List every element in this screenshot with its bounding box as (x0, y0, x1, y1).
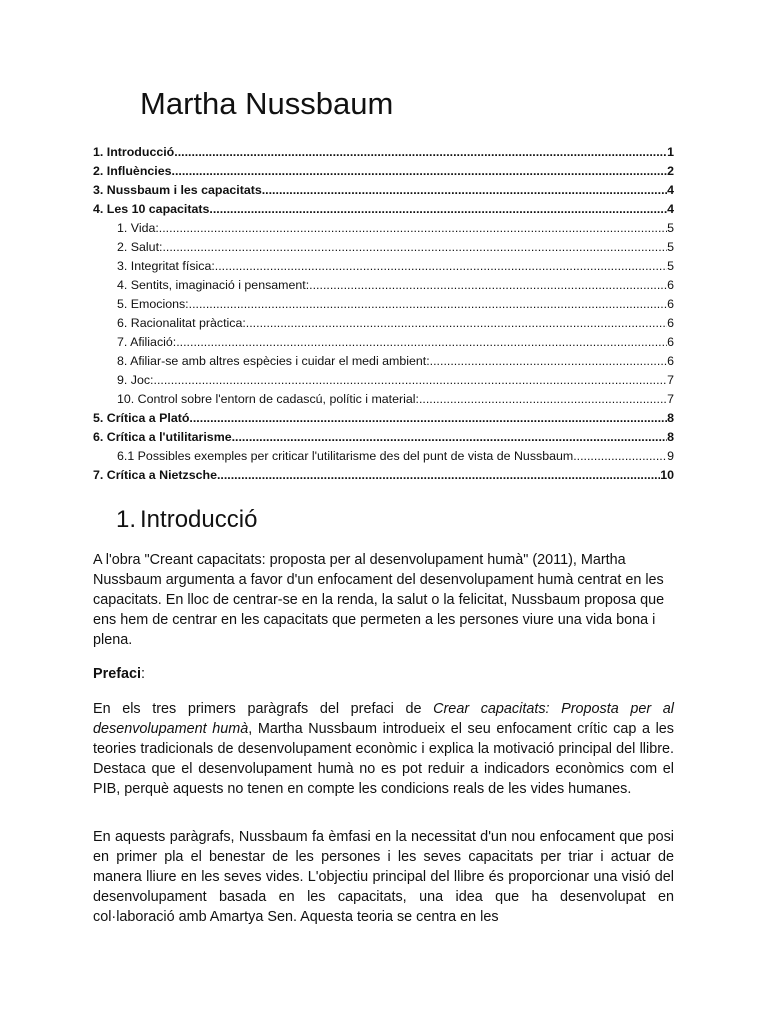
toc-entry-label: 5. Emocions: (117, 297, 189, 311)
toc-entry-label: 4. Les 10 capacitats (93, 202, 210, 216)
toc-entry[interactable] (93, 181, 674, 200)
toc-leader-dots (172, 162, 668, 181)
toc-leader-dots (217, 466, 660, 485)
toc-entry-page: 5 (667, 240, 674, 254)
toc-entry-page: 1 (667, 145, 674, 159)
toc-entry-label: 2. Salut: (117, 240, 163, 254)
document-title: Martha Nussbaum (140, 86, 394, 121)
toc-entry[interactable] (93, 466, 674, 485)
section-heading-text: Introducció (140, 506, 258, 533)
toc-entry-page: 6 (667, 316, 674, 330)
table-of-contents (93, 143, 674, 485)
toc-subentry[interactable] (93, 219, 674, 238)
toc-leader-dots (189, 409, 667, 428)
toc-leader-dots (209, 200, 667, 219)
paragraph-text: , Martha Nussbaum introdueix el seu enfocament crític cap a les teories tradicionals de desenvolupament econòmic i explica la motivació principal del llibre. Destaca que el desenvolupament humà no es pot reduir a indicadors econòmics com el PIB, perquè aquests no tenen en compte les condicions reals de les vides humanes. (93, 721, 674, 797)
section-number: 1. (116, 506, 137, 533)
toc-entry-page: 2 (667, 164, 674, 178)
toc-leader-dots (215, 257, 667, 276)
toc-subentry[interactable] (93, 238, 674, 257)
toc-entry-label: 5. Crítica a Plató (93, 411, 190, 425)
prefaci-colon: : (141, 666, 145, 682)
toc-leader-dots (309, 276, 667, 295)
toc-entry-page: 7 (667, 392, 674, 406)
toc-leader-dots (573, 447, 667, 466)
toc-entry[interactable] (93, 143, 674, 162)
toc-entry[interactable] (93, 200, 674, 219)
toc-leader-dots (162, 238, 667, 257)
toc-entry-label: 8. Afiliar-se amb altres espècies i cuidar el medi ambient: (117, 354, 430, 368)
toc-entry-page: 6 (667, 335, 674, 349)
toc-leader-dots (419, 390, 667, 409)
book-title: Crear capacitats: Proposta per al desenvolupament humà (93, 701, 674, 737)
toc-subentry[interactable] (93, 314, 674, 333)
toc-leader-dots (246, 314, 667, 333)
toc-entry-page: 6 (667, 354, 674, 368)
toc-entry[interactable] (93, 409, 674, 428)
toc-entry-label: 10. Control sobre l'entorn de cadascú, polític i material: (117, 392, 419, 406)
toc-entry-label: 1. Vida: (117, 221, 159, 235)
toc-subentry[interactable] (93, 447, 674, 466)
toc-subentry[interactable] (93, 276, 674, 295)
toc-subentry[interactable] (93, 333, 674, 352)
toc-subentry[interactable] (93, 257, 674, 276)
toc-entry-page: 8 (667, 411, 674, 425)
toc-subentry[interactable] (93, 390, 674, 409)
toc-entry-label: 3. Integritat física: (117, 259, 215, 273)
prefaci-paragraph-1 (93, 699, 674, 799)
toc-entry-page: 8 (667, 430, 674, 444)
toc-entry-label: 9. Joc: (117, 373, 154, 387)
toc-entry-page: 7 (667, 373, 674, 387)
toc-leader-dots (159, 219, 667, 238)
toc-entry-page: 4 (667, 202, 674, 216)
toc-entry-page: 6 (667, 297, 674, 311)
toc-entry-label: 3. Nussbaum i les capacitats (93, 183, 262, 197)
toc-entry-page: 9 (667, 449, 674, 463)
toc-subentry[interactable] (93, 371, 674, 390)
toc-entry-label: 4. Sentits, imaginació i pensament: (117, 278, 310, 292)
section-heading-introduccio (116, 506, 257, 534)
toc-entry-page: 5 (667, 259, 674, 273)
toc-entry-label: 1. Introducció (93, 145, 175, 159)
toc-entry[interactable] (93, 162, 674, 181)
toc-entry-label: 7. Crítica a Nietzsche (93, 468, 217, 482)
toc-subentry[interactable] (93, 295, 674, 314)
intro-paragraph: A l'obra "Creant capacitats: proposta per al desenvolupament humà" (2011), Martha Nussbaum argumenta a favor d'un enfocament del desenvolupament humà centrat en les capacitats. En lloc de centrar-se en la renda, la salut o la felicitat, Nussbaum proposa que ens hem de centrar en les capacitats que permeten a les persones viure una vida bona i plena. (93, 552, 665, 648)
paragraph-text: En els tres primers paràgrafs del prefaci de (93, 701, 434, 717)
prefaci-label (93, 664, 674, 684)
toc-entry-label: 6.1 Possibles exemples per criticar l'utilitarisme des del punt de vista de Nussbaum (117, 449, 574, 463)
toc-entry-label: 2. Influències (93, 164, 172, 178)
toc-leader-dots (154, 371, 668, 390)
toc-entry-page: 5 (667, 221, 674, 235)
toc-entry-label: 6. Racionalitat pràctica: (117, 316, 246, 330)
toc-leader-dots (189, 295, 667, 314)
toc-leader-dots (174, 143, 667, 162)
prefaci-paragraph-2: En aquests paràgrafs, Nussbaum fa èmfasi en la necessitat d'un nou enfocament que posi en primer pla el benestar de les persones i les seves capacitats per triar i actuar de manera lliure en les seves vides. L'objectiu principal del llibre és proporcionar una visió del desenvolupament basada en les capacitats, una idea que ha desenvolupat en col·laboració amb Amartya Sen. Aquesta teoria se centra en les (93, 829, 674, 925)
toc-entry-page: 4 (667, 183, 674, 197)
toc-entry-page: 6 (667, 278, 674, 292)
toc-entry-page: 10 (660, 468, 674, 482)
toc-entry-label: 7. Afiliació: (117, 335, 177, 349)
toc-leader-dots (176, 333, 667, 352)
toc-entry[interactable] (93, 428, 674, 447)
toc-leader-dots (430, 352, 667, 371)
toc-leader-dots (262, 181, 667, 200)
toc-leader-dots (232, 428, 667, 447)
prefaci-label-text: Prefaci (93, 666, 141, 682)
toc-entry-label: 6. Crítica a l'utilitarisme (93, 430, 232, 444)
toc-subentry[interactable] (93, 352, 674, 371)
